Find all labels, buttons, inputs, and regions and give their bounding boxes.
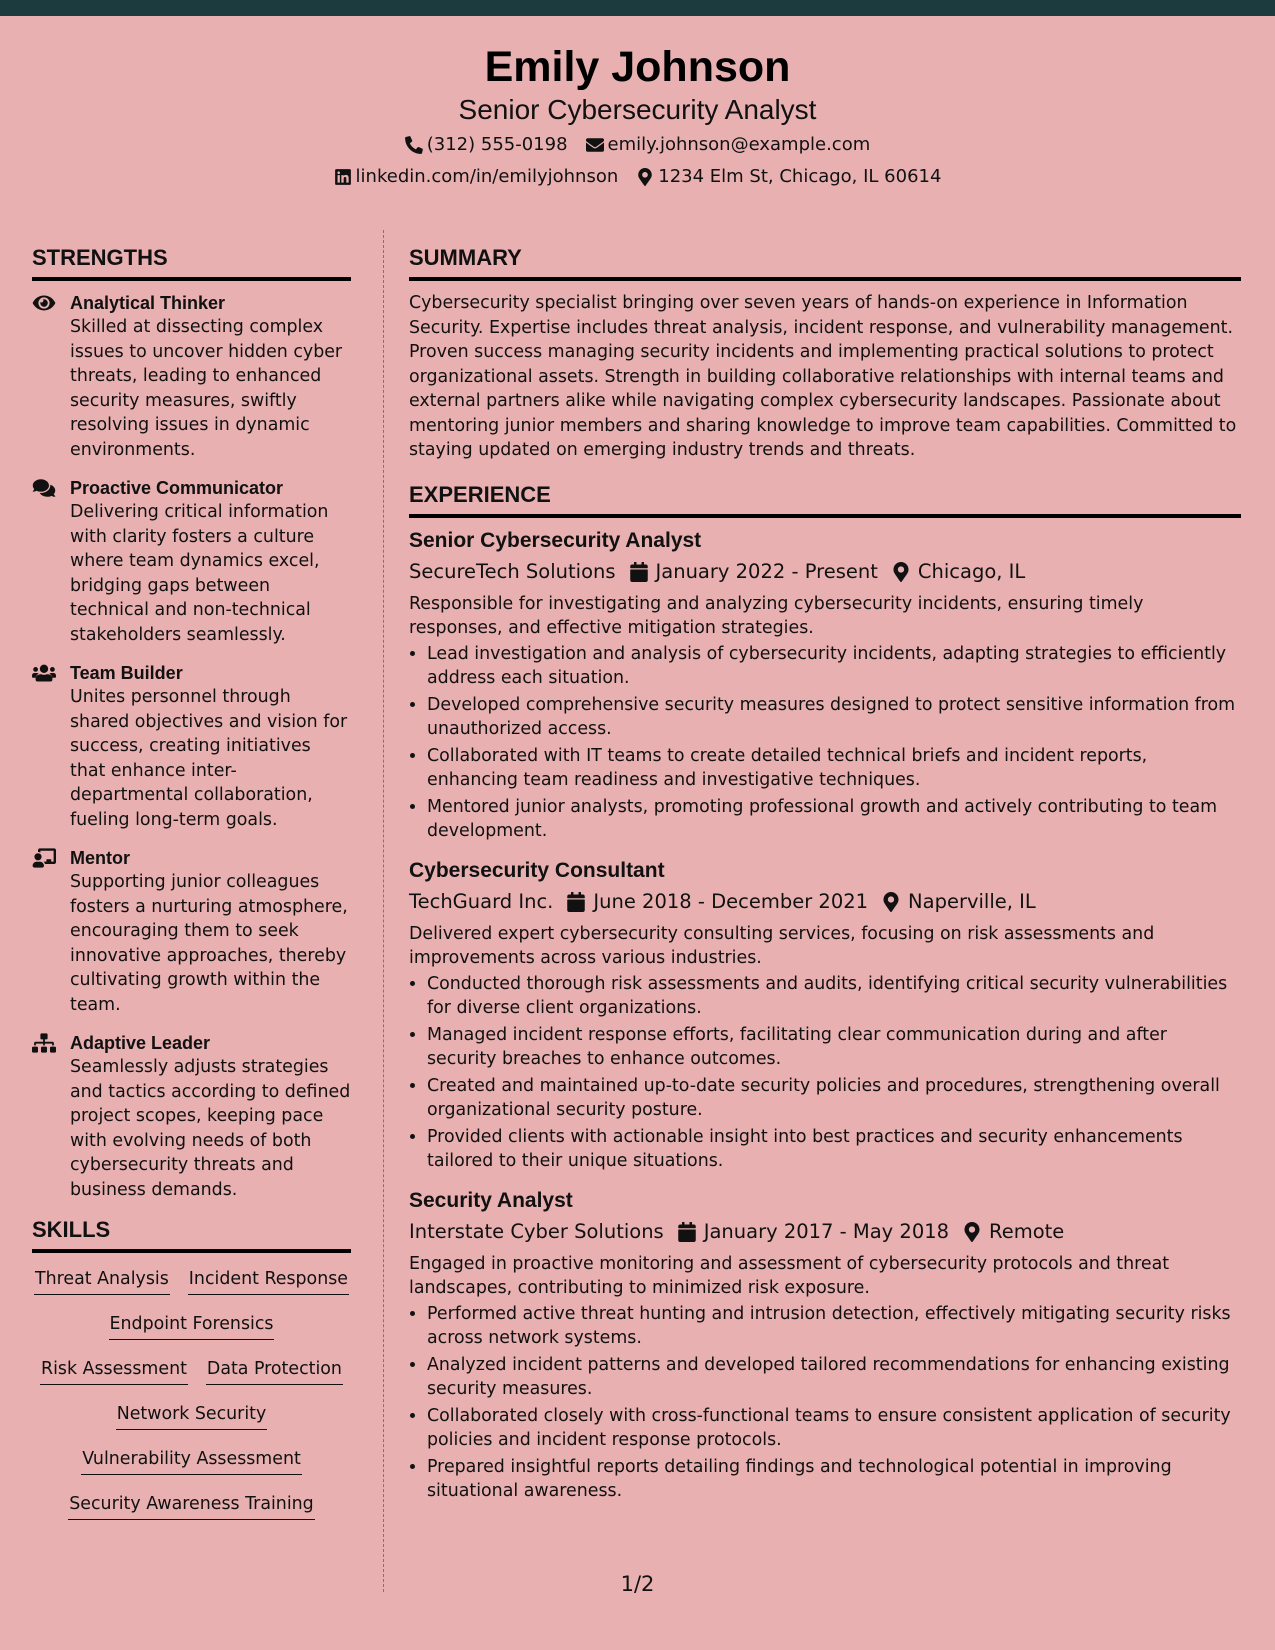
linkedin-text: linkedin.com/in/emilyjohnson: [355, 166, 619, 187]
skill-tag: Endpoint Forensics: [109, 1312, 275, 1340]
page-number: 1/2: [620, 1572, 655, 1596]
left-column: [32, 244, 351, 1533]
phone-text: (312) 555-0198: [426, 134, 568, 155]
company-name: SecureTech Solutions: [409, 559, 616, 583]
strength-title: Proactive Communicator: [70, 478, 284, 498]
linkedin-contact[interactable]: [334, 166, 619, 188]
map-marker-icon: [636, 168, 654, 186]
job-bullet: • Analyzed incident patterns and developed tailored recommendations for enhancing existing security measures.: [427, 1353, 1241, 1402]
skill-row: [32, 1488, 351, 1533]
chalkboard-teacher-icon: [32, 848, 56, 868]
company-name: Interstate Cyber Solutions: [409, 1219, 664, 1243]
strength-item: [32, 476, 351, 647]
eye-icon: [32, 293, 56, 313]
experience-entry: [409, 858, 1241, 1174]
top-accent-bar: [0, 0, 1275, 16]
job-bullet: • Prepared insightful reports detailing findings and technological potential in improving situational awareness.: [427, 1455, 1241, 1504]
users-icon: [32, 663, 56, 683]
skill-tag: Vulnerability Assessment: [81, 1447, 302, 1475]
strength-title: Mentor: [70, 848, 130, 868]
job-bullet: • Managed incident response efforts, facilitating clear communication during and after security breaches to enhance outcomes.: [427, 1023, 1241, 1072]
summary-heading: SUMMARY: [409, 244, 1241, 281]
strength-title: Analytical Thinker: [70, 293, 226, 313]
skill-tag: Security Awareness Training: [68, 1492, 314, 1520]
skill-row: [32, 1443, 351, 1488]
job-bullets: [409, 972, 1241, 1174]
skill-tag: Risk Assessment: [40, 1357, 188, 1385]
job-title: Senior Cybersecurity Analyst: [409, 528, 702, 552]
strength-title: Team Builder: [70, 663, 183, 683]
strength-description: Unites personnel through shared objectives and vision for success, creating initiatives that enhance inter-departmental collaboration, fueling long-term goals.: [70, 687, 348, 830]
strength-description: Seamlessly adjusts strategies and tactics according to defined project scopes, keeping pace with evolving needs of both cybersecurity threats and business demands.: [70, 1057, 351, 1200]
linkedin-icon: [334, 168, 352, 186]
job-meta: [409, 558, 1241, 586]
skill-tag: Threat Analysis: [34, 1267, 170, 1295]
strength-item: [32, 661, 351, 832]
job-dates: June 2018 - December 2021: [593, 889, 869, 913]
job-bullet: • Lead investigation and analysis of cybersecurity incidents, adapting strategies to efficiently address each situation.: [427, 642, 1241, 691]
candidate-name: Emily Johnson: [484, 43, 791, 91]
strength-item: [32, 291, 351, 462]
job-description: Delivered expert cybersecurity consulting services, focusing on risk assessments and improvements across various industries.: [409, 923, 1155, 968]
skill-row: [32, 1263, 351, 1308]
skill-tag: Network Security: [116, 1402, 268, 1430]
candidate-title: Senior Cybersecurity Analyst: [458, 94, 817, 125]
experience-heading: EXPERIENCE: [409, 481, 1241, 518]
skill-row: [32, 1398, 351, 1443]
job-dates: January 2017 - May 2018: [703, 1219, 950, 1243]
summary-text: Cybersecurity specialist bringing over seven years of hands-on experience in Information Security. Expertise includes threat analysis, incident response, and vulnerability management. Proven success managing security incidents and implementing practical solutions to protect organizational assets. Strength in building collaborative relationships with internal teams and external partners alike while navigating complex cybersecurity landscapes. Passionate about mentoring junior members and sharing knowledge to improve team capabilities. Committed to staying updated on emerging industry trends and threats.: [409, 293, 1237, 460]
column-divider: [383, 230, 384, 1592]
skill-row: [32, 1308, 351, 1353]
skill-tag: Data Protection: [206, 1357, 343, 1385]
job-bullet: • Collaborated with IT teams to create detailed technical briefs and incident reports, enhancing team readiness and investigative techniques.: [427, 744, 1241, 793]
contact-row-secondary: [0, 166, 1275, 188]
skills-heading: SKILLS: [32, 1216, 351, 1253]
address-contact: [636, 166, 941, 188]
experience-entry: [409, 528, 1241, 844]
strength-title: Adaptive Leader: [70, 1033, 211, 1053]
address-text: 1234 Elm St, Chicago, IL 60614: [658, 166, 942, 187]
job-bullet: • Developed comprehensive security measures designed to protect sensitive information from unauthorized access.: [427, 693, 1241, 742]
strength-item: [32, 1031, 351, 1202]
job-meta: [409, 888, 1241, 916]
skills-list: [32, 1263, 351, 1533]
job-bullet: • Collaborated closely with cross-functional teams to ensure consistent application of security policies and incident response protocols.: [427, 1404, 1241, 1453]
map-marker-icon: [892, 562, 910, 582]
company-name: TechGuard Inc.: [409, 889, 554, 913]
job-dates: January 2022 - Present: [655, 559, 878, 583]
job-description: Responsible for investigating and analyzing cybersecurity incidents, ensuring timely responses, and effective mitigation strategies.: [409, 593, 1144, 638]
job-bullet: • Conducted thorough risk assessments and audits, identifying critical security vulnerabilities for diverse client organizations.: [427, 972, 1241, 1021]
strengths-heading: STRENGTHS: [32, 244, 351, 281]
job-meta: [409, 1218, 1241, 1246]
email-contact[interactable]: [586, 134, 871, 156]
email-text: emily.johnson@example.com: [607, 134, 871, 155]
strength-description: Supporting junior colleagues fosters a nurturing atmosphere, encouraging them to seek innovative approaches, thereby cultivating growth within the team.: [70, 872, 348, 1015]
job-bullets: [409, 1302, 1241, 1504]
job-location: Remote: [989, 1219, 1065, 1243]
calendar-icon: [678, 1222, 696, 1242]
strength-description: Delivering critical information with clarity fosters a culture where team dynamics excel, bridging gaps between technical and non-technical stakeholders seamlessly.: [70, 502, 329, 645]
right-column: [409, 244, 1241, 1518]
calendar-icon: [567, 892, 585, 912]
resume-header: [0, 16, 1275, 204]
job-bullet: • Mentored junior analysts, promoting professional growth and actively contributing to team development.: [427, 795, 1241, 844]
job-description: Engaged in proactive monitoring and assessment of cybersecurity protocols and threat landscapes, contributing to minimized risk exposure.: [409, 1253, 1170, 1298]
strength-description: Skilled at dissecting complex issues to uncover hidden cyber threats, leading to enhanced security measures, swiftly resolving issues in dynamic environments.: [70, 317, 343, 460]
experience-entry: [409, 1188, 1241, 1504]
sitemap-icon: [32, 1033, 56, 1053]
phone-icon: [405, 136, 423, 154]
map-marker-icon: [882, 892, 900, 912]
job-title: Security Analyst: [409, 1188, 573, 1212]
calendar-icon: [630, 562, 648, 582]
strength-item: [32, 846, 351, 1017]
job-location: Naperville, IL: [908, 889, 1036, 913]
skill-row: [32, 1353, 351, 1398]
job-location: Chicago, IL: [917, 559, 1026, 583]
map-marker-icon: [963, 1222, 981, 1242]
contact-row-primary: [0, 134, 1275, 156]
phone-contact[interactable]: [405, 134, 568, 156]
comments-icon: [32, 478, 56, 498]
envelope-icon: [586, 136, 604, 154]
job-title: Cybersecurity Consultant: [409, 858, 665, 882]
skill-tag: Incident Response: [188, 1267, 349, 1295]
job-bullets: [409, 642, 1241, 844]
job-bullet: • Performed active threat hunting and intrusion detection, effectively mitigating security risks across network systems.: [427, 1302, 1241, 1351]
job-bullet: • Provided clients with actionable insight into best practices and security enhancements tailored to their unique situations.: [427, 1125, 1241, 1174]
job-bullet: • Created and maintained up-to-date security policies and procedures, strengthening overall organizational security posture.: [427, 1074, 1241, 1123]
